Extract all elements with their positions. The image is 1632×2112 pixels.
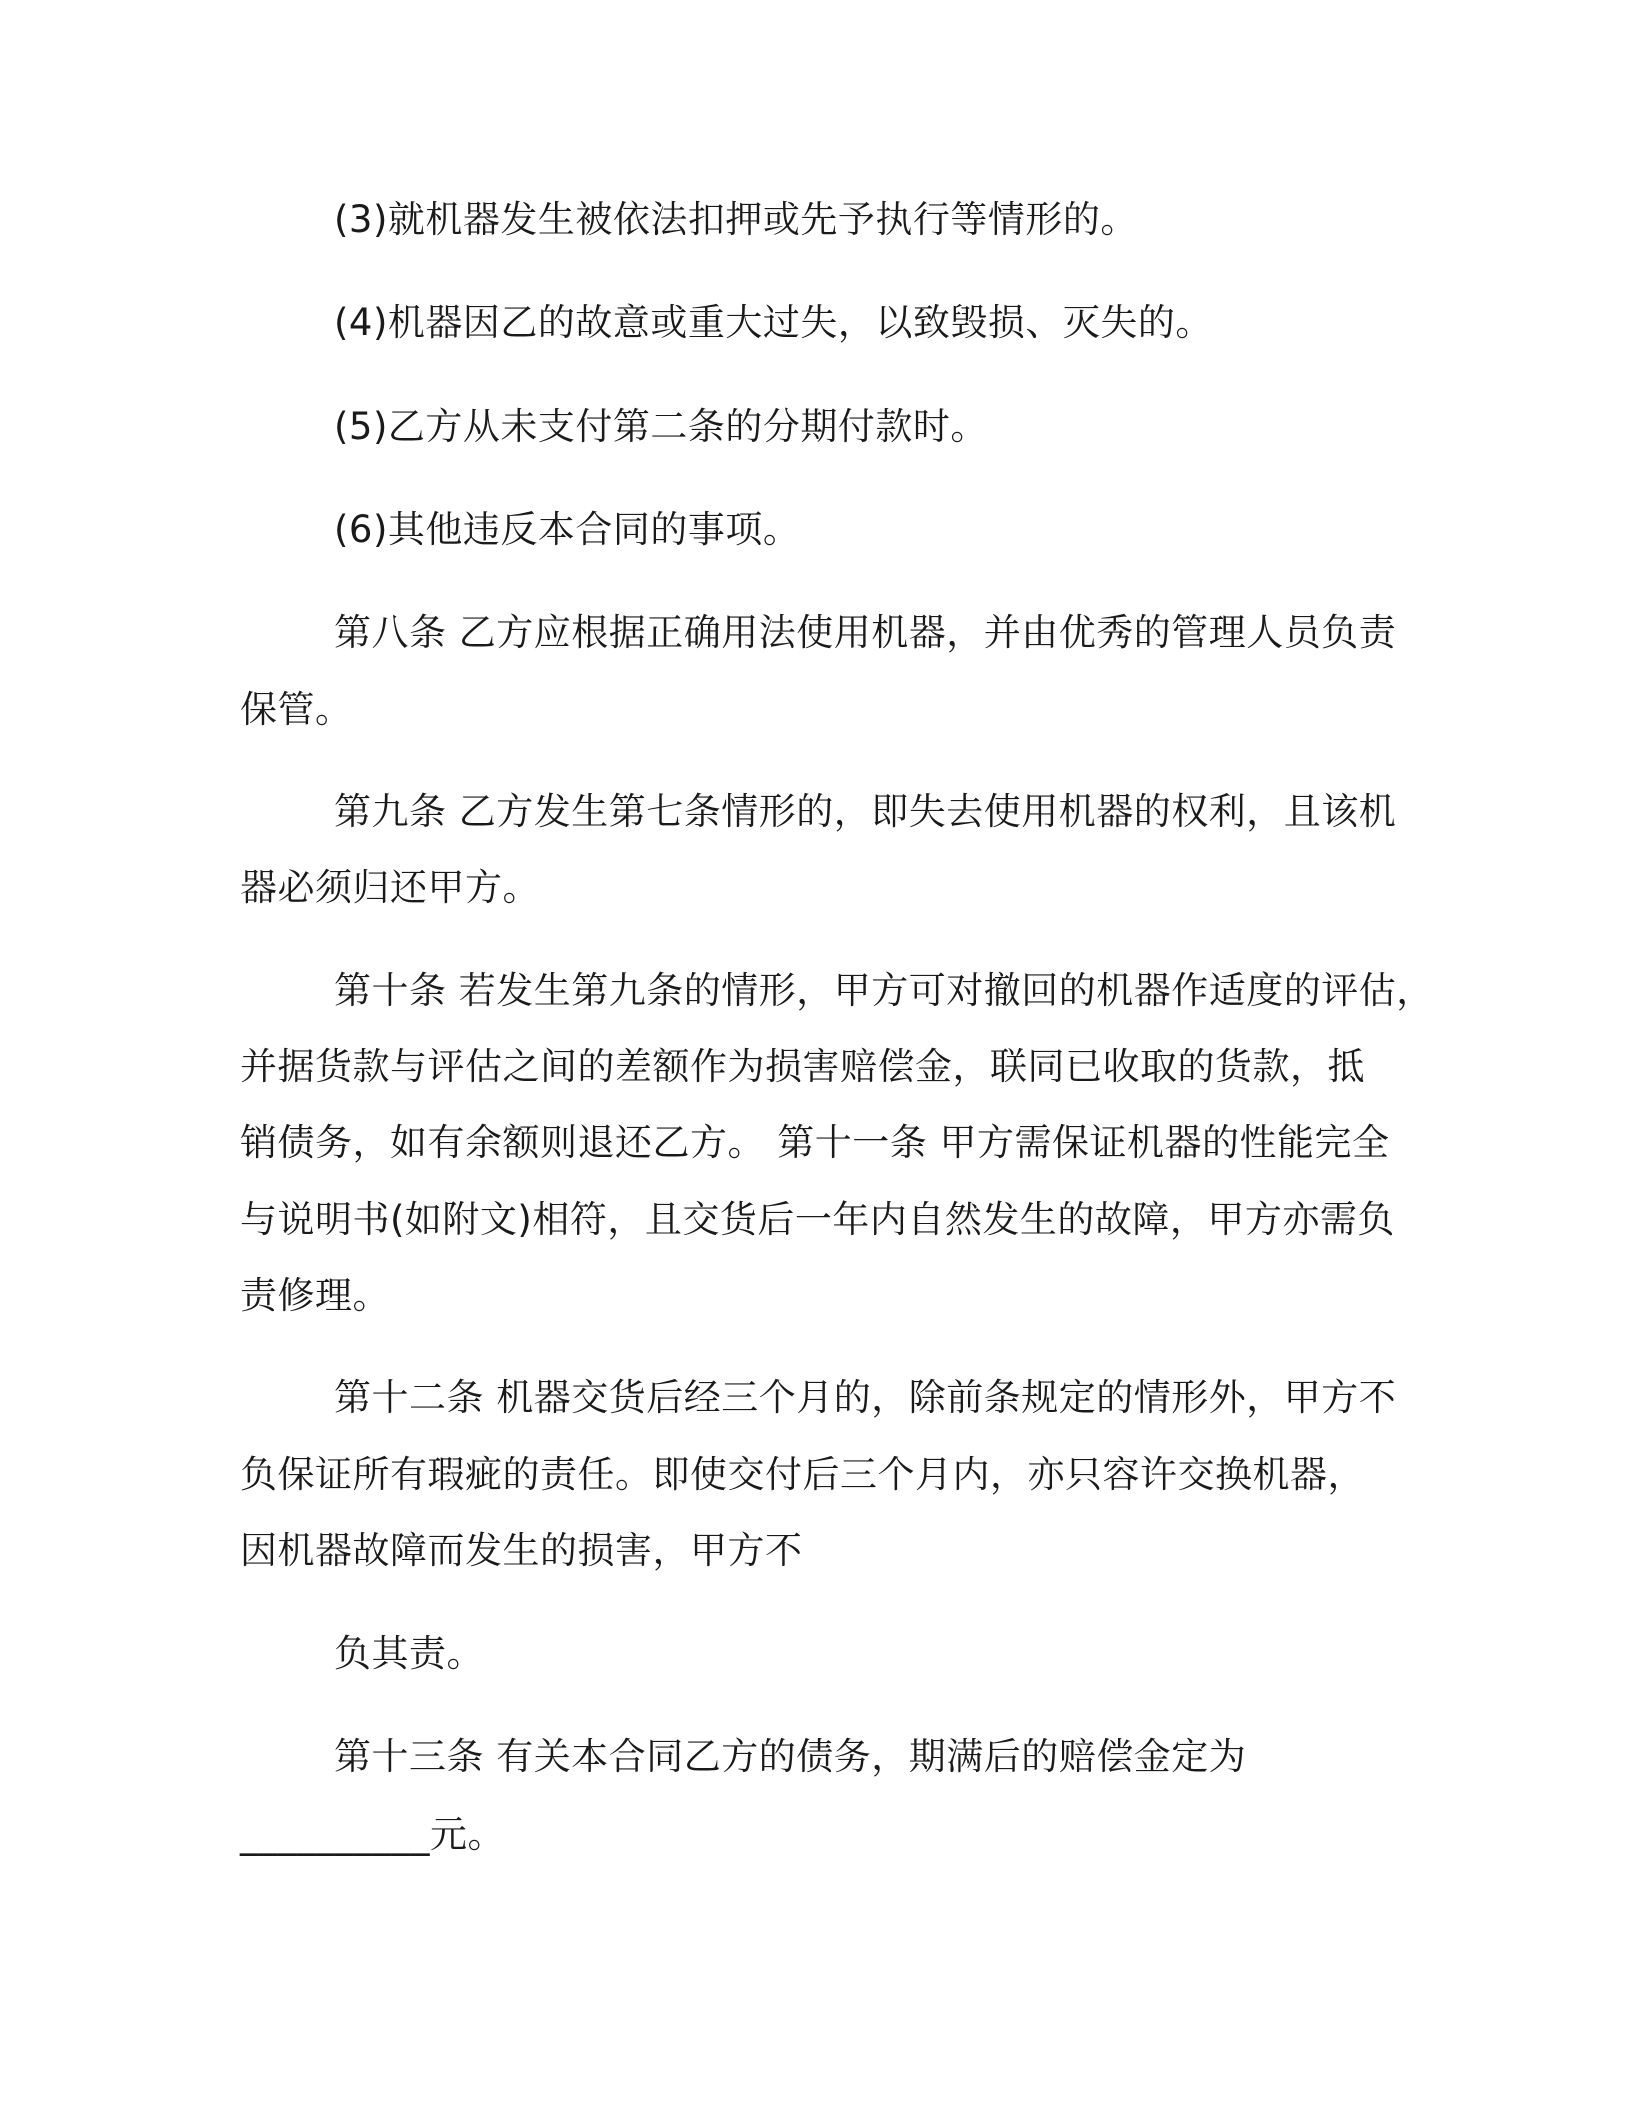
clause-7-item-6: (6)其他违反本合同的事项。 bbox=[334, 508, 801, 551]
clause-8-line-2: 保管。 bbox=[240, 688, 353, 731]
clause-9-line-1: 第九条 乙方发生第七条情形的，即失去使用机器的权利，且该机 bbox=[334, 790, 1397, 833]
clause-10-line-1: 第十条 若发生第九条的情形，甲方可对撤回的机器作适度的评估， bbox=[334, 969, 1434, 1012]
clause-7-item-5: (5)乙方从未支付第二条的分期付款时。 bbox=[334, 405, 988, 448]
clause-12-line-4: 负其责。 bbox=[334, 1632, 484, 1675]
clause-12-line-2: 负保证所有瑕疵的责任。即使交付后三个月内，亦只容许交换机器， bbox=[240, 1453, 1365, 1496]
clause-11-line-3: 责修理。 bbox=[240, 1274, 390, 1317]
clause-10-line-2: 并据货款与评估之间的差额作为损害赔偿金，联同已收取的货款，抵 bbox=[240, 1045, 1365, 1088]
clause-13-line-1: 第十三条 有关本合同乙方的债务，期满后的赔偿金定为 bbox=[334, 1735, 1247, 1778]
clause-12-line-1: 第十二条 机器交货后经三个月的，除前条规定的情形外，甲方不 bbox=[334, 1376, 1397, 1419]
clause-9-line-2: 器必须归还甲方。 bbox=[240, 866, 540, 909]
clause-10-line-3: 销债务，如有余额则退还乙方。 第十一条 甲方需保证机器的性能完全 bbox=[240, 1121, 1390, 1164]
clause-13-line-2: __________元。 bbox=[240, 1813, 505, 1856]
clause-11-line-2: 与说明书(如附文)相符，且交货后一年内自然发生的故障，甲方亦需负 bbox=[240, 1198, 1395, 1241]
clause-7-item-3: (3)就机器发生被依法扣押或先予执行等情形的。 bbox=[334, 198, 1138, 241]
clause-7-item-4: (4)机器因乙的故意或重大过失，以致毁损、灭失的。 bbox=[334, 301, 1213, 344]
clause-8-line-1: 第八条 乙方应根据正确用法使用机器，并由优秀的管理人员负责 bbox=[334, 611, 1397, 654]
clause-12-line-3: 因机器故障而发生的损害，甲方不 bbox=[240, 1529, 803, 1572]
